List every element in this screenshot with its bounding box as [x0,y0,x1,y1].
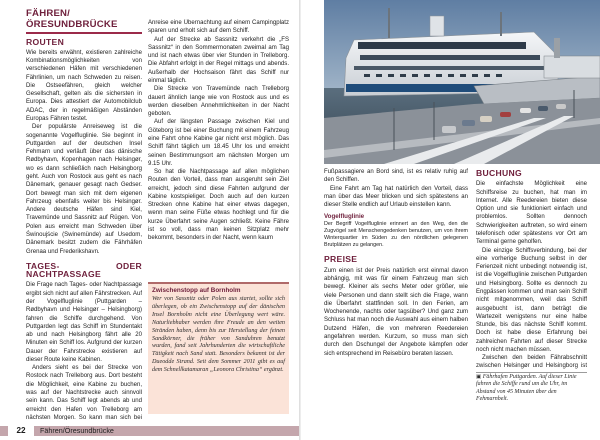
day-night-paragraph-1: Die Frage nach Tages- oder Nachtpassage ergibt sich nicht auf allen Fährstrecken. Auf der Vogelfluglinie (Puttgarden – Rødbyhavn und Helsingør – Helsingborg) fahren die Schiffe durchgehend. Von Puttgarden legt das Schiff im Stundentakt ab und nach Helsingborg fährt alle 20 Minuten ein Schiff los. Aufgrund der kurzen Dauer der Fahrstrecke existieren auf dieser Route keine Kabinen. [26,282,142,363]
right-col1-paragraph-1: Fußpassagiere an Bord sind, ist es relativ ruhig auf den Schiffen. [324,169,468,184]
right-col1-paragraph-2: Eine Fahrt am Tag hat natürlich den Vorteil, dass man über das Meer blicken und sich spätestens an dieser Stelle endlich auf Urlaub einstellen kann. [324,185,468,209]
page-number-left: 22 [8,426,34,436]
col2-paragraph-1: Anreise eine Übernachtung auf einem Campingplatz sparen und erholt sich auf dem Schiff. [148,20,289,35]
note-title: Vogelfluglinie [324,213,365,221]
routes-paragraph-2: Der populärste Anreiseweg ist die sogenannte Vogelfluglinie. Sie beginnt in Puttgarden auf der deutschen Insel Fehmarn und verläuft über das dänische Rødbyhavn, Kopenhagen nach Helsingør, wo es dann schließlich nach Helsingborg geht. Auch von Rostock aus geht es nach Dänemark, genauer gesagt nach Gedser. Dort bewegt man sich mit dem eigenen Fahrzeug ebenfalls weiter bis Helsingør. Andere deutsche Häfen sind Kiel, Travemünde und Sassnitz auf Rügen. Von Polen aus erreicht man Schweden über Świnoujście (Swinemünde) auf Usedom, Dänemark besitzt zudem die Fährhäfen Grenaa und Frederikshavn. [26,124,142,255]
photo-caption [476,374,587,404]
routes-heading: ROUTEN [26,36,65,47]
day-night-paragraph-2: Anders sieht es bei der Strecke von Rostock nach Trelleborg aus. Dort besteht die Möglichkeit, eine Kabine zu buchen, was auf der Nachtstrecke auch sinnvoll sein kann. Das Schiff legt abends ab und erreicht den Hafen von Trelleborg am nächsten Morgen. So kann man sich bei [26,365,142,420]
right-page [300,0,600,440]
ferry-photo [324,0,600,164]
prices-heading: PREISE [324,254,358,265]
booking-paragraph-1: Die einfachste Möglichkeit eine Schiffsreise zu buchen, hat man im Internet. Alle Reedereien bieten diese Option und sie funktioniert einfach und problemlos. Sollten dennoch Schwierigkeiten auftreten, so wird einem telefonisch oder spätestens vor Ort am Terminal gerne geholfen. [476,181,587,246]
booking-paragraph-2: Die einzige Schiffsverbindung, bei der eine vorherige Buchung selbst in der Ferienzeit nicht unbedingt notwendig ist, ist die Vogelfluglinie zwischen Puttgarden und Helsingborg. Sollte es dennoch zu Engpässen kommen und man sein Schiff nicht mitgenommen, weil das Schiff ausgebucht ist, dann beträgt die Wartezeit wenigstens nur eine halbe Stunde, bis das nächste Schiff kommt. Doch ist habe diese Erfahrung bei zahlreichen Fahrten auf dieser Strecke noch nicht machen müssen. [476,247,587,353]
routes-paragraph-1: Wie bereits erwähnt, existieren zahlreiche Kombinationsmöglichkeiten von verschiedenen Häfen mit verschiedenen Fährlinien, um nach Schweden zu reisen. Die Ostseefähren, gleich welcher Gesellschaft, gelten als die sichersten in Europa. Dies attestiert der Automobilclub ADAC, der in regelmäßigen Abständen Europas Fähren testet. [26,49,142,123]
col2-paragraph-2: Auf der Strecke ab Sassnitz verkehrt die „FS Sassnitz“ in den Sommermonaten zweimal am Tag und ist nach etwas über vier Stunden in Trelleborg. Die Abfahrt erfolgt in der Regel mittags und abends. Außerhalb der Hochsaison fährt das Schiff nur einmal täglich. [148,36,289,84]
col2-paragraph-3: Die Strecke von Travemünde nach Trelleborg dauert ähnlich lange wie von Rostock aus und es werden dieselben Annehmlichkeiten in der Nacht geboten. [148,86,289,118]
col2-paragraph-5: So hat die Nachtpassage auf allen möglichen Routen den Vorteil, dass man ausgeruht sein Ziel erreicht, jedoch sind diese Fahrten aufgrund der Kabine kostspieliger. Doch auch auf den kurzen Strecken ohne Kabine hat einer etwas dagegen, wenn man seine Füße etwas hochlegt und für die kurze Überfahrt seine Augen schließt. Keine Fähre ist so voll, dass man keinen Sitzplatz mehr bekommt, besonders in der Nacht, wenn kaum [148,169,289,242]
note-body: Der Begriff Vogelfluglinie erinnert an den Weg, den die Zugvögel seit Menschengedenken benutzen, um von ihrem Winterquartier im Süden zu den nördlichen gelegenen Brutplätzen zu gelangen. [324,220,468,249]
booking-paragraph-3: Zwischen den beiden Fährabschnitt zwischen Helsingør und Helsingborg ist [476,355,587,370]
footer-left [0,423,300,440]
day-night-heading: TAGES- ODER NACHTPASSAGE [26,260,142,280]
prices-paragraph: Zum einen ist der Preis natürlich erst einmal davon abhängig, mit was für einem Fahrzeug man sich bewegt. Kleiner als sechs Meter oder größer, wie viele Personen und dann stellt sich die Frage, wann die Überfahrt stattfinden soll. In den Ferien, am Wochenende, nachts oder tagsüber? Und ganz zum Schluss hat man noch die Auswahl aus einem halben Dutzend Häfen, die von mehreren Reedereien angefahren werden. Kurzum, so muss man sich durch den Dschungel der Angebote kämpfen oder sich entsprechend im Reisebüro beraten lassen. [324,267,468,357]
booking-heading: BUCHUNG [476,168,523,178]
col2-paragraph-4: Auf der längsten Passage zwischen Kiel und Göteborg ist bei einer Buchung mit einem Fahrzeug eine Fahrt ohne Kabine gar nicht erst möglich. Das Schiff fährt täglich um 18.45 Uhr los und erreicht seinen Bestimmungsort am nächsten Morgen um 9.15 Uhr. [148,119,289,167]
vogelfluglinie-note [324,213,468,249]
info-box-title: Zwischenstopp auf Bornholm [152,287,241,294]
info-box-bornholm [148,282,289,414]
ferry-photo-illustration [324,0,600,164]
chapter-title: FÄHREN/ÖRESUNDBRÜCKE [26,8,118,30]
footer-label-left: Fähren/Öresundbrücke [40,426,114,435]
info-box-body: Wer von Sassnitz oder Polen aus startet, sollte sich überlegen, ob ein Zwischenstopp auf der dänischen Insel Bornholm nicht eine Überlegung wert wäre. Naturliebhaber werden ihre Freude an den weiten Stränden haben, denn bis zur Herstellung der feinen Sandkörner, die früher von Sanduhren benutzt wurden, fand seit Jahrhunderten die wirtschaftliche Tätigkeit nach Sand statt. Besonders bekannt ist der Dueodde Strand. Seit dem Sommer 2011 gibt es auf dem Schnellkatamaran „Leonora Christina“ ergänzt. [152,296,285,374]
caption-text: Fährhafen Puttgarden. Auf dieser Linie fahren die Schiffe rund um die Uhr, im Abstand von 45 Minuten über den Fehmarnbelt. [476,374,577,403]
left-column-1 [26,8,142,420]
right-column-2 [476,168,587,370]
chapter-rule [26,32,142,34]
caption-rule [476,372,587,373]
right-column-1 [324,168,468,418]
left-column-2 [148,19,289,281]
camera-icon: ▣ [476,374,482,380]
